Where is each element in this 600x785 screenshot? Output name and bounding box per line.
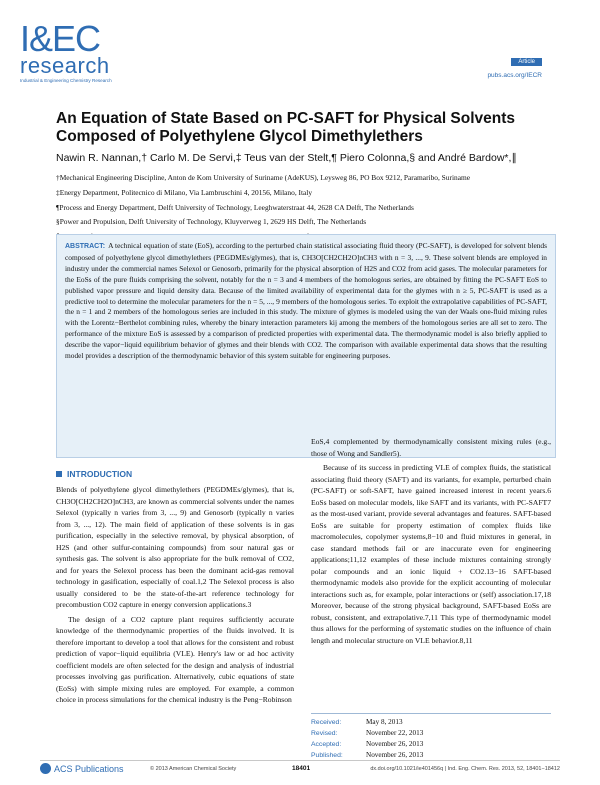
publication-dates xyxy=(311,713,551,761)
journal-logo xyxy=(20,18,130,83)
paragraph: The design of a CO2 capture plant requires sufficiently accurate knowledge of the thermodynamic properties of the fluids involved. It is therefore important to develop a tool that allows for the consistent and robust prediction of vapor−liquid equilibria (VLE). Henry's law or ad hoc activity coefficient models are often selected for the design and analysis of industrial processes involving gas purification. Alternatively, cubic equations of state (EoSs) with simple mixing rules are employed. For example, a common choice in process simulations for the chemical industry is the Peng−Robinson xyxy=(56,614,294,704)
date-row-revised xyxy=(311,728,551,739)
copyright-notice: © 2013 American Chemical Society xyxy=(150,766,237,772)
logo-sub-text: research xyxy=(20,53,110,78)
article-type-badge: Article xyxy=(511,58,542,66)
date-label: Published: xyxy=(311,752,343,759)
date-value: November 22, 2013 xyxy=(366,729,424,737)
affiliation-item: ‡Energy Department, Politecnico di Milano, Via Lambruschini 4, 20156, Milano, Italy xyxy=(56,187,313,197)
footer-divider xyxy=(40,760,560,761)
page-number: 18401 xyxy=(292,765,311,772)
affiliation-item: †Mechanical Engineering Discipline, Anton de Kom University of Suriname (AdeKUS), Leysweg 86, PO Box 9212, Paramaribo, Suriname xyxy=(56,173,471,182)
date-label: Revised: xyxy=(311,730,338,737)
section-square-icon xyxy=(56,471,62,477)
right-column xyxy=(311,436,551,649)
abstract-body: A technical equation of state (EoS), according to the perturbed chain statistical associating fluid theory (PC-SAFT), is developed for solvent blends composed of polyethylene glycol dimethylethers (PEGDMEs/glymes), that is, CH3O[CH2CH2O]nCH3 with n = 3, ..., 9. These solvent blends are employed in industry under the commercial names Selexol or Genosorb, primarily for the physical absorption of H2S and CO2 from acid gases. The molecular parameters for the EoSs of the pure fluids comprising the solvent, notably for the n = 3 and 4 members of the homologous series, are obtained by fitting the PC-SAFT EoS to published vapor pressure and liquid density data. Because of the limited availability of experimental data for the glymes with n ≥ 5, PC-SAFT is used as a predictive tool to determine the molecular parameters for the n = 5, ..., 9 members of the homologous series. To exploit the extrapolative capabilities of PC-SAFT, the n = 1 and 2 members of the homologous series are included in this study. The mixture of glymes is modeled using the van der Waals one-fluid mixing rules with the Lorentz−Berthelot combining rules, whereby the binary interaction parameters kij among the members of the homologous series are all set to zero. The performance of the mixture EoS is assessed by a comparison of predicted properties with experimental data. The thermodynamic model is also briefly applied to describe the vapor−liquid equilibrium behavior of glymes and their blends with CO2. The comparison with available experimental data shows that the resulting model provides a description of the thermodynamic behavior of this system suitable for engineering purposes. xyxy=(65,241,547,361)
acs-publications-logo xyxy=(40,763,124,774)
paragraph: EoS,4 complemented by thermodynamically consistent mixing rules (e.g., those of Wong and Sandler5). xyxy=(311,437,551,458)
paragraph: Because of its success in predicting VLE of complex fluids, the statistical associating fluid theory (SAFT) and its variants, for example, perturbed chain (PC-SAFT) or soft-SAFT, have gained increased interest in recent years.6 EoSs based on molecular models, like SAFT and its variants, with PC-SAFT7 as the most-used variant, provide several advantages and features. SAFT-based EoSs are suitable for property estimation of complex fluids like macromolecules, copolymer systems,8−10 and fluid mixtures in general, in case standard methods fail or are inaccurate even for engineering applications;11,12 examples of these include mixtures containing strongly polar compounds and an ionic liquid + CO2.13−16 SAFT-based thermodynamic models also provide for the explicit accounting of molecular interactions such as, for example, polar interactions or (self) association.17,18 Moreover, because of the strong physical background, SAFT-based EoSs are robust, consistent, and extrapolative.7,11 This type of thermodynamic model thus allows for the performing of systematic studies on the influence of chain length and molecular structure on VLE behavior.8,11 xyxy=(311,463,551,645)
logo-main-text: I&EC xyxy=(20,18,101,59)
date-label: Accepted: xyxy=(311,741,342,748)
abstract-text xyxy=(65,241,547,362)
journal-url-link[interactable]: pubs.acs.org/IECR xyxy=(487,72,542,79)
date-row-accepted xyxy=(311,739,551,750)
paper-title: An Equation of State Based on PC-SAFT for Physical Solvents Composed of Polyethylene Glycol Dimethylethers xyxy=(56,110,516,145)
date-label: Received: xyxy=(311,719,342,726)
left-column xyxy=(56,484,294,709)
paragraph: Blends of polyethylene glycol dimethylethers (PEGDMEs/glymes), that is, CH3O[CH2CH2O]nCH3, are known as commercial solvents under the names Selexol (typically n varies from 3, ..., 9) and Genosorb (typically n varies from 3, ..., 12). The main field of application of these solvents is in gas purification, especially in the selective removal, by physical absorption, of H2S (and other sulfur-containing compounds) from sour natural gas or synthesis gas. The solvent is also appropriate for the bulk removal of CO2, and for years the Selexol process has been the dominant acid-gas removal technology in gasification, especially of coal.1,2 The Selexol process is also usually considered to be the state-of-the-art reference technology for precombustion CO2 capture in energy conversion applications.3 xyxy=(56,485,294,609)
affiliation-item: §Power and Propulsion, Delft University of Technology, Kluyverweg 1, 2629 HS Delft, The Netherlands xyxy=(56,217,367,227)
date-row-received xyxy=(311,717,551,728)
date-value: November 26, 2013 xyxy=(366,751,424,759)
section-heading-label: INTRODUCTION xyxy=(67,469,133,479)
abstract-label: ABSTRACT: xyxy=(65,243,106,250)
section-heading-introduction xyxy=(56,469,132,479)
affiliation-item: ¶Process and Energy Department, Delft University of Technology, Leeghwaterstraat 44, 2628 CA Delft, The Netherlands xyxy=(56,202,414,212)
date-value: May 8, 2013 xyxy=(366,718,403,726)
logo-tagline: Industrial & Engineering Chemistry Research xyxy=(20,78,112,83)
author-list: Nawin R. Nannan,† Carlo M. De Servi,‡ Teus van der Stelt,¶ Piero Colonna,§ and André Bardow*,∥ xyxy=(56,152,517,164)
acs-mark-icon xyxy=(40,763,51,774)
date-value: November 26, 2013 xyxy=(366,740,424,748)
acs-publications-text: ACS Publications xyxy=(54,764,124,774)
abstract-box xyxy=(56,234,556,458)
doi-citation[interactable]: dx.doi.org/10.1021/ie401456q | Ind. Eng. Chem. Res. 2013, 52, 18401−18412 xyxy=(370,766,560,772)
